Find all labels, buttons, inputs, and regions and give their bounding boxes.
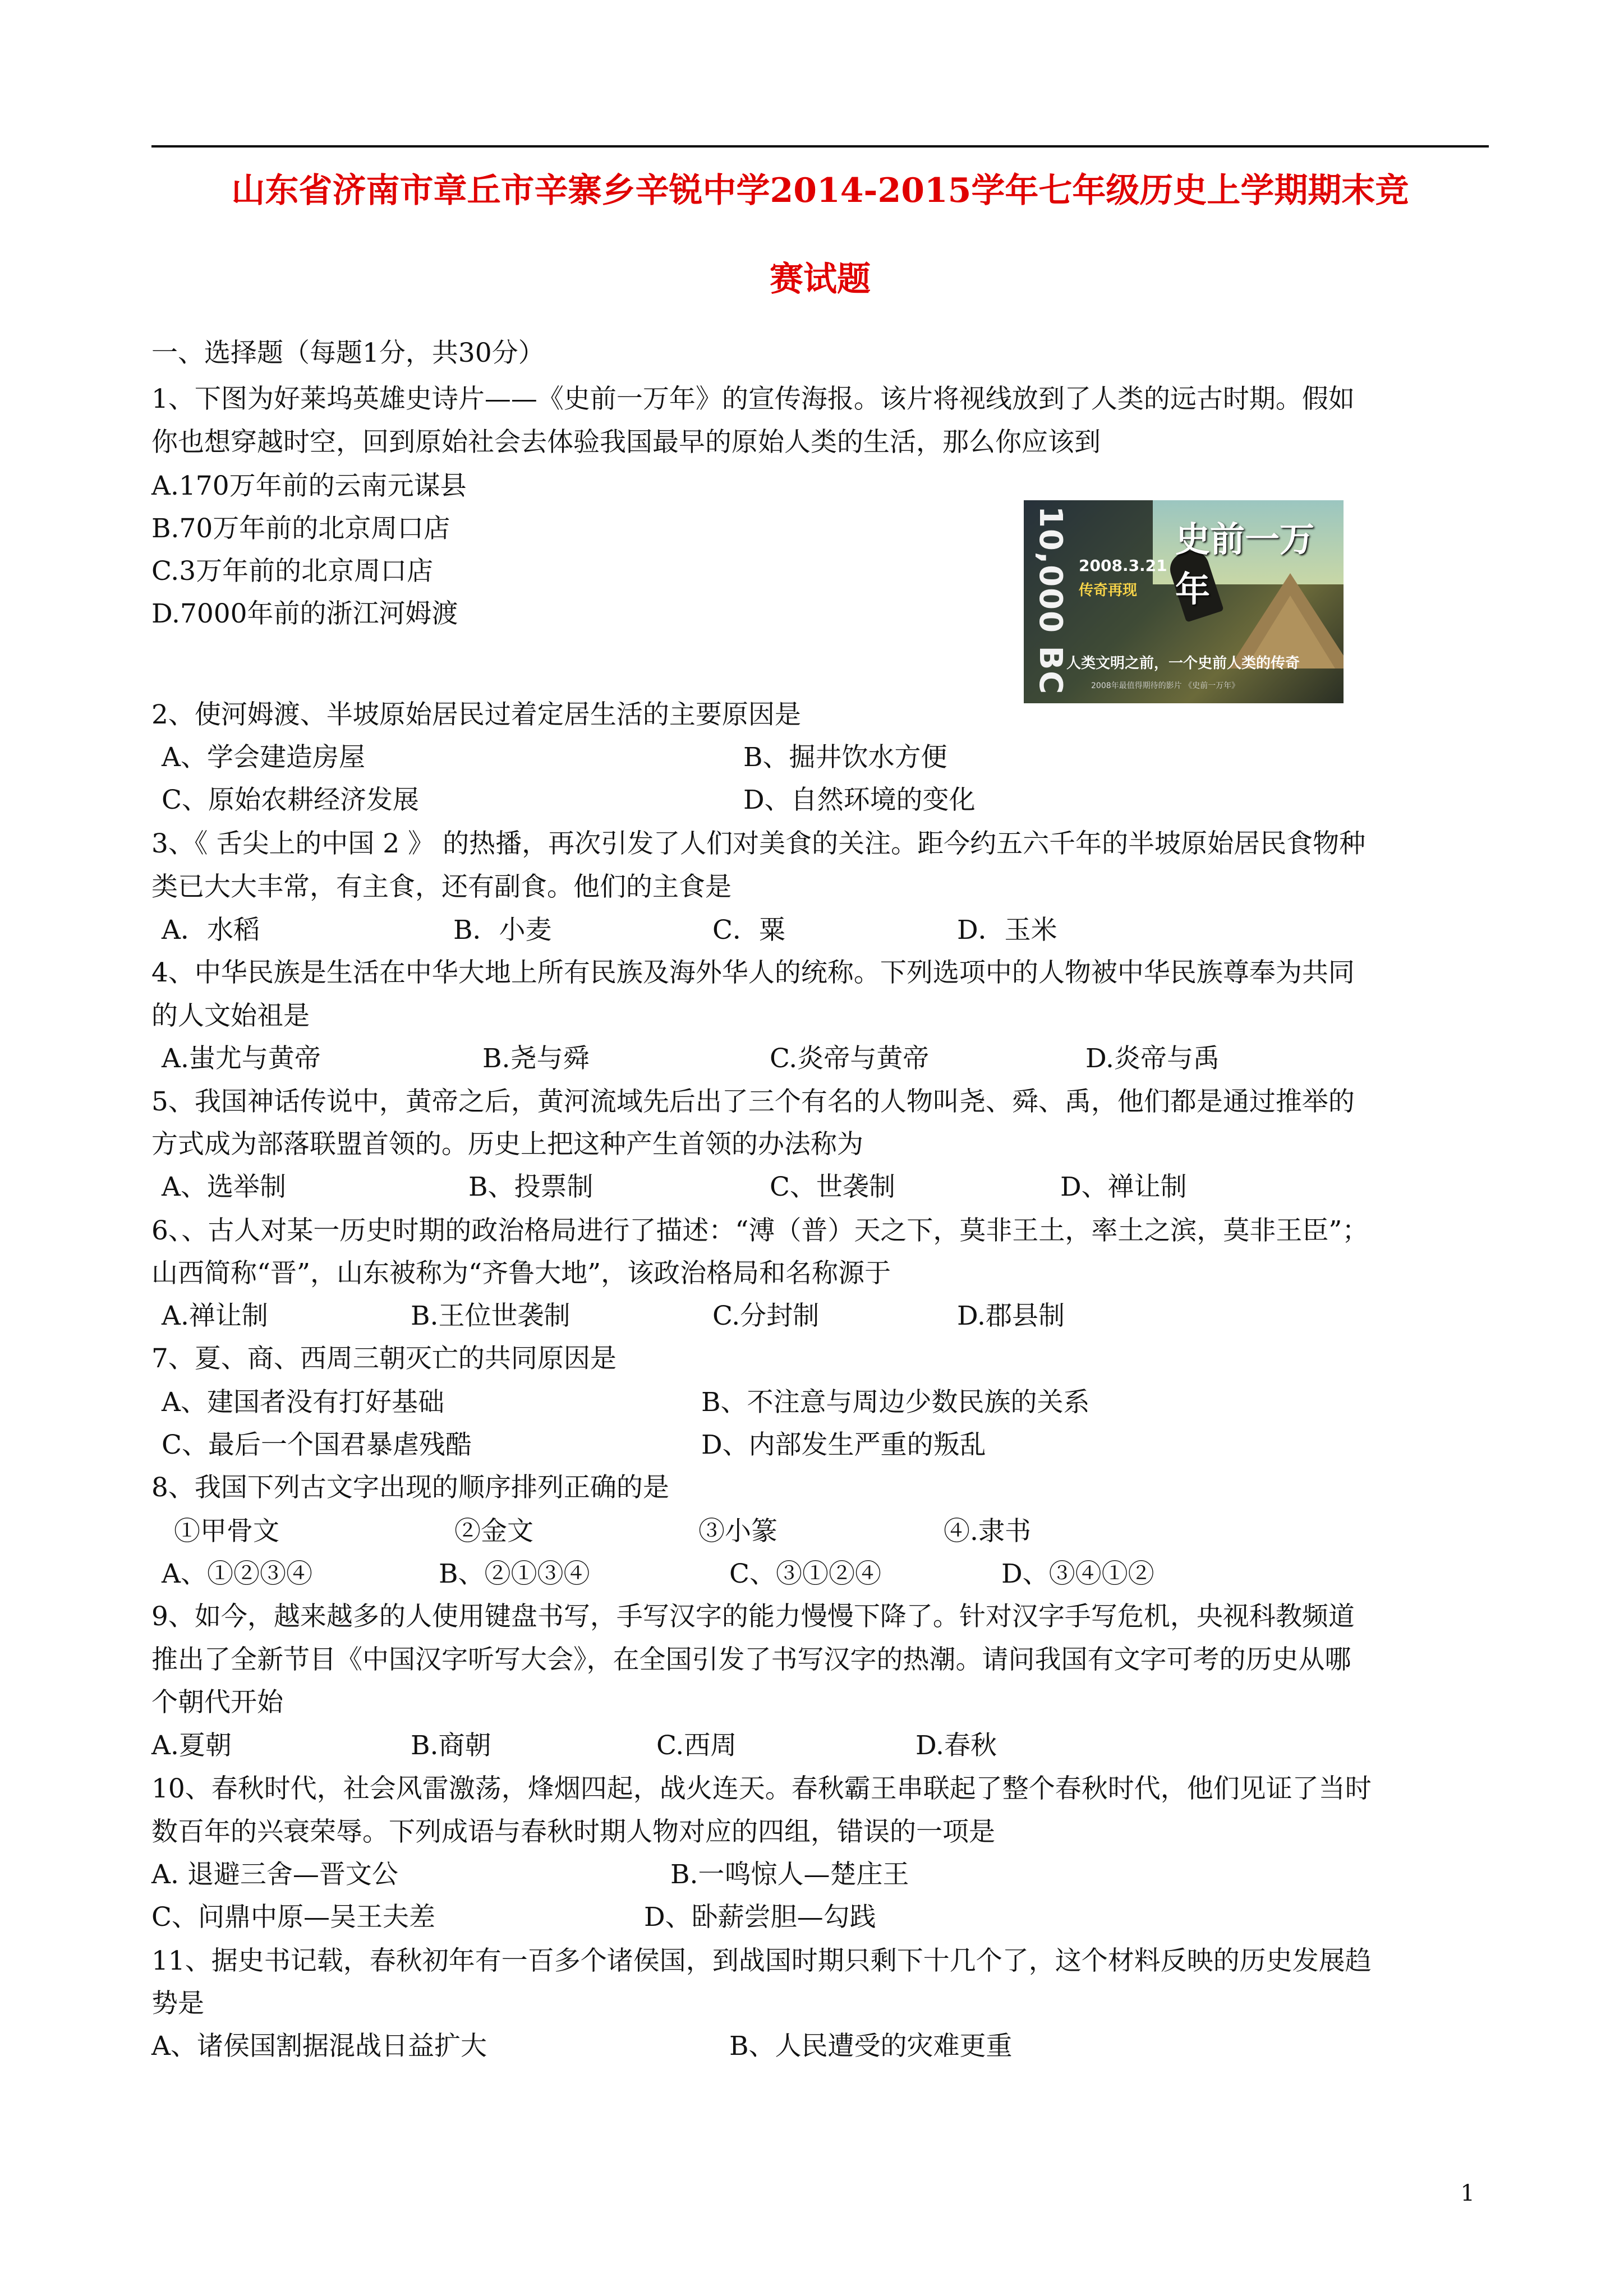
q8-item-4: ④.隶书 bbox=[944, 1516, 1031, 1547]
q4-option-c: C.炎帝与黄帝 bbox=[770, 1043, 930, 1074]
q5-stem-cont: 方式成为部落联盟首领的。历史上把这种产生首领的办法称为 bbox=[151, 1129, 863, 1160]
q1-option-d: D.7000年前的浙江河姆渡 bbox=[151, 598, 458, 629]
q6-option-b: B.王位世袭制 bbox=[411, 1301, 571, 1331]
q11-stem: 11、据史书记载，春秋初年有一百多个诸侯国，到战国时期只剩下十几个了，这个材料反映的历史发展趋 bbox=[151, 1945, 1372, 1976]
poster-vertical-text: 10,000 BC bbox=[1032, 506, 1069, 695]
q2-option-d: D、自然环境的变化 bbox=[743, 785, 976, 815]
poster-subtitle: 传奇再现 bbox=[1079, 582, 1138, 599]
q2-option-a: A、学会建造房屋 bbox=[162, 742, 365, 773]
q1-stem: 1、下图为好莱坞英雄史诗片——《史前一万年》的宣传海报。该片将视线放到了人类的远古时期。假如 bbox=[151, 384, 1355, 414]
q4-stem: 4、中华民族是生活在中华大地上所有民族及海外华人的统称。下列选项中的人物被中华民族尊奉为共同 bbox=[151, 957, 1355, 988]
poster-title: 史前一万年 bbox=[1175, 519, 1315, 610]
q10-stem-cont: 数百年的兴衰荣辱。下列成语与春秋时期人物对应的四组，错误的一项是 bbox=[151, 1816, 995, 1847]
q7-stem: 7、夏、商、西周三朝灭亡的共同原因是 bbox=[151, 1343, 617, 1374]
q9-option-d: D.春秋 bbox=[915, 1730, 997, 1761]
q2-option-c: C、原始农耕经济发展 bbox=[162, 785, 419, 815]
q10-option-b: B.一鸣惊人—楚庄王 bbox=[670, 1859, 909, 1890]
page-number: 1 bbox=[1460, 2180, 1475, 2206]
q1-option-a: A.170万年前的云南元谋县 bbox=[151, 471, 467, 501]
q5-option-c: C、世袭制 bbox=[770, 1172, 895, 1202]
q6-stem: 6、、古人对某一历史时期的政治格局进行了描述：“溥（普）天之下，莫非王土，率土之滨，莫非王臣”； bbox=[151, 1215, 1369, 1246]
q3-option-c: C．粟 bbox=[712, 915, 785, 946]
q8-option-d: D、③④①② bbox=[1001, 1559, 1154, 1589]
q7-option-c: C、最后一个国君暴虐残酷 bbox=[162, 1430, 472, 1460]
poster-date: 2008.3.21 bbox=[1079, 556, 1167, 575]
q1-option-b: B.70万年前的北京周口店 bbox=[151, 513, 450, 544]
q3-stem: 3、《 舌尖上的中国 2 》 的热播，再次引发了人们对美食的关注。距今约五六千年的半坡原始居民食物种 bbox=[151, 828, 1366, 859]
q1-option-c: C.3万年前的北京周口店 bbox=[151, 556, 434, 587]
q9-stem: 9、如今，越来越多的人使用键盘书写，手写汉字的能力慢慢下降了。针对汉字手写危机，央视科教频道 bbox=[151, 1601, 1355, 1632]
q8-option-c: C、③①②④ bbox=[729, 1559, 881, 1589]
q10-option-d: D、卧薪尝胆—勾践 bbox=[644, 1902, 876, 1933]
q5-option-d: D、禅让制 bbox=[1060, 1172, 1187, 1202]
q7-option-d: D、内部发生严重的叛乱 bbox=[701, 1430, 986, 1460]
q9-option-c: C.西周 bbox=[656, 1730, 737, 1761]
q2-stem: 2、使河姆渡、半坡原始居民过着定居生活的主要原因是 bbox=[151, 699, 801, 730]
q3-option-b: B．小麦 bbox=[453, 915, 552, 946]
q3-stem-cont: 类已大大丰常，有主食，还有副食。他们的主食是 bbox=[151, 872, 732, 902]
q7-option-a: A、建国者没有打好基础 bbox=[162, 1387, 444, 1418]
q8-option-a: A、①②③④ bbox=[162, 1559, 312, 1589]
q4-option-b: B.尧与舜 bbox=[482, 1043, 590, 1074]
q6-option-d: D.郡县制 bbox=[957, 1301, 1065, 1331]
q11-stem-cont: 势是 bbox=[151, 1988, 204, 2019]
q8-option-b: B、②①③④ bbox=[439, 1559, 590, 1589]
section-heading: 一、选择题（每题1分，共30分） bbox=[151, 338, 545, 368]
q9-option-b: B.商朝 bbox=[411, 1730, 491, 1761]
page-title: 山东省济南市章丘市辛寨乡辛锐中学2014-2015学年七年级历史上学期期末竞 bbox=[231, 171, 1409, 210]
q1-stem-cont: 你也想穿越时空，回到原始社会去体验我国最早的原始人类的生活，那么你应该到 bbox=[151, 427, 1101, 458]
q6-stem-cont: 山西简称“晋”，山东被称为“齐鲁大地”，该政治格局和名称源于 bbox=[151, 1258, 891, 1289]
q9-stem-cont: 推出了全新节目《中国汉字听写大会》，在全国引发了书写汉字的热潮。请问我国有文字可考的历史从哪 bbox=[151, 1644, 1351, 1675]
q3-option-d: D．玉米 bbox=[957, 915, 1057, 946]
poster-tagline: 人类文明之前，一个史前人类的传奇 bbox=[1066, 655, 1300, 672]
q10-option-c: C、问鼎中原—吴王夫差 bbox=[151, 1902, 435, 1933]
q4-option-a: A.蚩尤与黄帝 bbox=[162, 1043, 321, 1074]
q10-option-a: A. 退避三舍—晋文公 bbox=[151, 1859, 398, 1890]
q11-option-b: B、人民遭受的灾难更重 bbox=[729, 2031, 1013, 2062]
q11-option-a: A、诸侯国割据混战日益扩大 bbox=[151, 2031, 487, 2062]
q7-option-b: B、不注意与周边少数民族的关系 bbox=[701, 1387, 1090, 1418]
q5-option-a: A、选举制 bbox=[162, 1172, 286, 1202]
page-title-continued: 赛试题 bbox=[770, 260, 871, 299]
q4-stem-cont: 的人文始祖是 bbox=[151, 1001, 310, 1031]
q10-stem: 10、春秋时代，社会风雷激荡，烽烟四起，战火连天。春秋霸王串联起了整个春秋时代，他们见证了当时 bbox=[151, 1773, 1372, 1804]
q8-item-1: ①甲骨文 bbox=[174, 1516, 279, 1547]
q6-option-a: A.禅让制 bbox=[162, 1301, 268, 1331]
q5-option-b: B、投票制 bbox=[468, 1172, 594, 1202]
header-rule bbox=[151, 145, 1489, 147]
q8-stem: 8、我国下列古文字出现的顺序排列正确的是 bbox=[151, 1472, 669, 1503]
movie-poster-image bbox=[1024, 500, 1344, 703]
q2-option-b: B、掘井饮水方便 bbox=[743, 742, 947, 773]
poster-caption: 2008年最值得期待的影片 《史前一万年》 bbox=[1091, 681, 1240, 690]
q9-option-a: A.夏朝 bbox=[151, 1730, 232, 1761]
q3-option-a: A．水稻 bbox=[162, 915, 260, 946]
q4-option-d: D.炎帝与禹 bbox=[1085, 1043, 1220, 1074]
q8-item-3: ③小篆 bbox=[698, 1516, 778, 1547]
q6-option-c: C.分封制 bbox=[712, 1301, 820, 1331]
q8-item-2: ②金文 bbox=[454, 1516, 533, 1547]
q9-stem-cont2: 个朝代开始 bbox=[151, 1687, 283, 1718]
q5-stem: 5、我国神话传说中，黄帝之后，黄河流域先后出了三个有名的人物叫尧、舜、禹，他们都是通过推举的 bbox=[151, 1086, 1355, 1117]
